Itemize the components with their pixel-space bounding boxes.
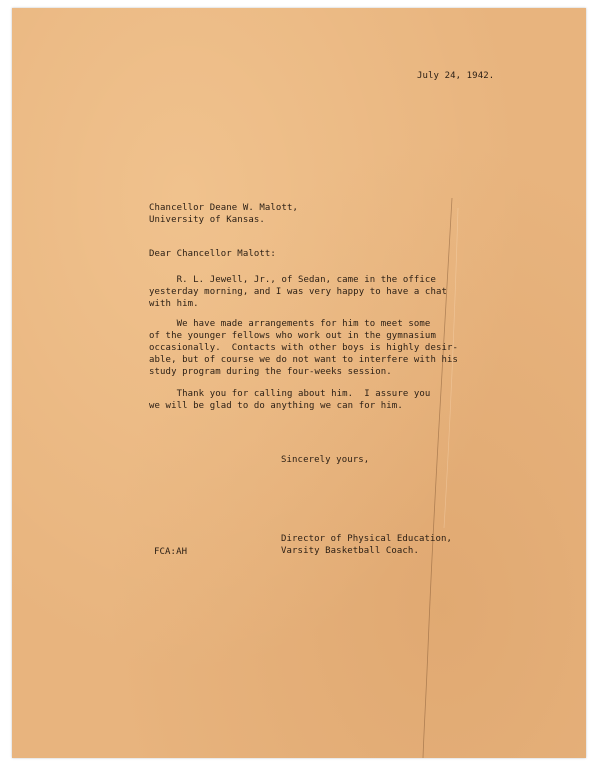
paragraph-line: We have made arrangements for him to meet some bbox=[149, 319, 431, 329]
paragraph-line: we will be glad to do anything we can for him. bbox=[149, 401, 403, 411]
paragraph-2 bbox=[149, 318, 458, 378]
salutation: Dear Chancellor Malott: bbox=[149, 249, 276, 259]
paragraph-line: with him. bbox=[149, 299, 199, 309]
addressee-line: University of Kansas. bbox=[149, 215, 265, 225]
paragraph-line: study program during the four-weeks session. bbox=[149, 367, 392, 377]
reference-initials: FCA:AH bbox=[154, 547, 188, 557]
signature-line: Director of Physical Education, bbox=[281, 534, 453, 544]
paragraph-3 bbox=[149, 388, 430, 412]
paragraph-line: yesterday morning, and I was very happy to have a chat bbox=[149, 287, 447, 297]
letter-date: July 24, 1942. bbox=[417, 71, 495, 81]
paragraph-1 bbox=[149, 274, 447, 310]
paragraph-line: of the younger fellows who work out in the gymnasium bbox=[149, 331, 436, 341]
signature-block bbox=[281, 533, 452, 557]
signature-line: Varsity Basketball Coach. bbox=[281, 546, 419, 556]
paragraph-line: able, but of course we do not want to interfere with his bbox=[149, 355, 459, 365]
addressee-line: Chancellor Deane W. Malott, bbox=[149, 203, 298, 213]
addressee-block bbox=[149, 202, 298, 226]
complimentary-closing: Sincerely yours, bbox=[281, 455, 370, 465]
paper-crease bbox=[12, 8, 586, 758]
paragraph-line: occasionally. Contacts with other boys is highly desir- bbox=[149, 343, 459, 353]
letter-sheet bbox=[12, 8, 586, 758]
paragraph-line: R. L. Jewell, Jr., of Sedan, came in the office bbox=[149, 275, 436, 285]
paragraph-line: Thank you for calling about him. I assure you bbox=[149, 389, 431, 399]
